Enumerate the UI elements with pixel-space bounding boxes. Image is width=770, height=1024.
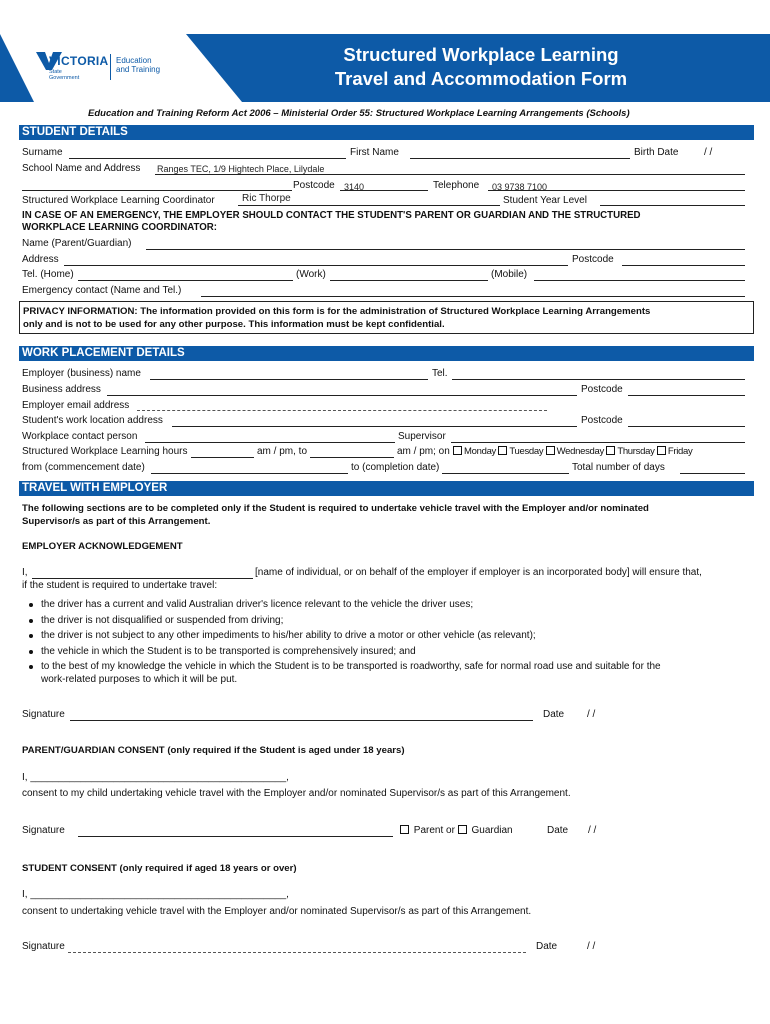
business-postcode-label: Postcode: [581, 384, 623, 395]
employer-tel-field[interactable]: [452, 379, 745, 380]
tel-work-field[interactable]: [330, 280, 488, 281]
employer-name-field[interactable]: [150, 379, 428, 380]
travel-heading: TRAVEL WITH EMPLOYER: [19, 481, 754, 496]
victoria-logo: [36, 50, 166, 90]
contact-person-label: Workplace contact person: [22, 431, 138, 442]
work-location-field[interactable]: [172, 426, 577, 427]
travel-intro-line1: The following sections are to be completed only if the Student is required to undertake vehicle travel with the Employer and/or nominated: [22, 503, 649, 514]
logo-divider: [110, 54, 111, 80]
year-level-field[interactable]: [600, 205, 745, 206]
privacy-line1: PRIVACY INFORMATION: The information provided on this form is for the administration of Structured Workplace Learning Arrangements: [23, 306, 651, 317]
emergency-notice-line2: WORKPLACE LEARNING COORDINATOR:: [22, 222, 217, 233]
student-details-heading: STUDENT DETAILS: [19, 125, 754, 140]
bullet-icon: [29, 619, 33, 623]
total-days-field[interactable]: [680, 473, 745, 474]
employer-signature-field[interactable]: [70, 720, 533, 721]
employer-email-label: Employer email address: [22, 400, 130, 411]
title-line-2: Travel and Accommodation Form: [334, 68, 628, 89]
tel-mobile-label: (Mobile): [491, 269, 528, 280]
day-label-friday: Friday: [667, 446, 693, 457]
bullet-icon: [29, 603, 33, 607]
header: [0, 0, 770, 102]
business-address-field[interactable]: [107, 395, 577, 396]
student-date-label: Date: [536, 941, 558, 952]
parent-signature-field[interactable]: [78, 836, 393, 837]
from-date-field[interactable]: [151, 473, 348, 474]
privacy-box: [19, 301, 754, 334]
student-name-line[interactable]: I, ______________________________________________,: [22, 889, 289, 900]
student-signature-field[interactable]: [68, 952, 526, 953]
employer-date-label: Date: [543, 709, 565, 720]
tel-home-label: Tel. (Home): [22, 269, 74, 280]
postcode-value: 3140: [344, 182, 365, 192]
to-date-field[interactable]: [442, 473, 569, 474]
surname-label: Surname: [22, 147, 63, 158]
day-checkbox-thursday[interactable]: [606, 446, 654, 457]
privacy-line2: only and is not to be used for any other purpose. This information must be kept confidential.: [23, 319, 445, 330]
school-value: Ranges TEC, 1/9 Hightech Place, Lilydale: [157, 164, 325, 174]
emergency-contact-label: Emergency contact (Name and Tel.): [22, 285, 182, 296]
travel-intro-line2: Supervisor/s as part of this Arrangement.: [22, 516, 211, 527]
logo-dept-line1: Education: [116, 56, 152, 65]
coordinator-value: Ric Thorpe: [242, 193, 291, 204]
coordinator-field[interactable]: [238, 205, 500, 206]
checkbox-icon[interactable]: [498, 446, 507, 455]
business-postcode-field[interactable]: [628, 395, 745, 396]
parent-address-field[interactable]: [64, 265, 568, 266]
parent-name-line[interactable]: I, ______________________________________________,: [22, 772, 289, 783]
student-consent-text: consent to undertaking vehicle travel with the Employer and/or nominated Supervisor/s as part of this Arrangement.: [22, 906, 532, 917]
ack-i-label: I,: [22, 567, 28, 578]
hours-to-field[interactable]: [310, 457, 394, 458]
checkbox-icon[interactable]: [657, 446, 666, 455]
ack-bullet-1: the driver has a current and valid Australian driver's licence relevant to the vehicle the driver uses;: [41, 599, 474, 610]
parent-consent-text: consent to my child undertaking vehicle travel with the Employer and/or nominated Supervisor/s as part of this Arrangement.: [22, 788, 571, 799]
employer-tel-label: Tel.: [432, 368, 448, 379]
logo-state-text: State: [49, 69, 62, 75]
parent-name-field[interactable]: [146, 249, 745, 250]
student-consent-heading: STUDENT CONSENT (only required if aged 18 years or over): [22, 863, 297, 874]
checkbox-icon[interactable]: [453, 446, 462, 455]
day-label-wednesday: Wednesday: [556, 446, 604, 457]
logo-government-text: Government: [49, 75, 80, 81]
parent-or-label: Parent or: [413, 825, 455, 836]
ack-bullet-2: the driver is not disqualified or suspended from driving;: [41, 615, 284, 626]
ampm-on-label: am / pm; on: [397, 446, 450, 457]
day-checkbox-monday[interactable]: [453, 446, 496, 457]
legislation-subtitle: Education and Training Reform Act 2006 – Ministerial Order 55: Structured Workplace Learning Arrangements (Schools): [88, 108, 630, 119]
first-name-label: First Name: [350, 147, 399, 158]
day-checkbox-friday[interactable]: [657, 446, 693, 457]
employer-email-field[interactable]: [137, 410, 547, 411]
to-date-label: to (completion date): [351, 462, 440, 473]
supervisor-label: Supervisor: [398, 431, 446, 442]
total-days-label: Total number of days: [572, 462, 665, 473]
days-checkboxes: [453, 446, 692, 458]
birth-date-field[interactable]: / /: [704, 147, 713, 158]
surname-field[interactable]: [69, 158, 346, 159]
title-line-1: Structured Workplace Learning: [343, 44, 619, 65]
bullet-icon: [29, 665, 33, 669]
employer-signature-label: Signature: [22, 709, 65, 720]
ack-name-field[interactable]: [32, 578, 253, 579]
ack-bullet-5: to the best of my knowledge the vehicle in which the Student is to be transported is roadworthy, safe for normal road use and suitable for the: [41, 661, 661, 672]
business-address-label: Business address: [22, 384, 101, 395]
tel-mobile-field[interactable]: [534, 280, 745, 281]
employer-name-label: Employer (business) name: [22, 368, 141, 379]
supervisor-field[interactable]: [451, 442, 745, 443]
parent-postcode-field[interactable]: [622, 265, 745, 266]
work-location-label: Student's work location address: [22, 415, 163, 426]
logo-victoria-text: VICTORIA: [49, 54, 109, 68]
employer-ack-heading: EMPLOYER ACKNOWLEDGEMENT: [22, 541, 183, 552]
from-date-label: from (commencement date): [22, 462, 145, 473]
guardian-label: Guardian: [471, 825, 513, 836]
ack-statement: [name of individual, or on behalf of the employer if employer is an incorporated body] will ensure that,: [255, 567, 702, 578]
parent-date-label: Date: [547, 825, 569, 836]
checkbox-icon[interactable]: [400, 825, 409, 834]
address-label: Address: [22, 254, 59, 265]
school-field[interactable]: [155, 174, 745, 175]
day-label-thursday: Thursday: [617, 446, 655, 457]
bullet-icon: [29, 634, 33, 638]
coordinator-label: Structured Workplace Learning Coordinator: [22, 195, 215, 206]
ack-bullet-3: the driver is not subject to any other impediments to his/her ability to drive a motor or other vehicle (as relevant);: [41, 630, 536, 641]
parent-consent-heading: PARENT/GUARDIAN CONSENT (only required if the Student is aged under 18 years): [22, 745, 405, 756]
employer-date-field[interactable]: / /: [587, 709, 596, 720]
school-label: School Name and Address: [22, 163, 141, 174]
checkbox-icon[interactable]: [606, 446, 615, 455]
hours-from-field[interactable]: [191, 457, 254, 458]
parent-signature-label: Signature: [22, 825, 65, 836]
ack-bullet-4: the vehicle in which the Student is to be transported is comprehensively insured; and: [41, 646, 416, 657]
contact-person-field[interactable]: [145, 442, 395, 443]
telephone-label: Telephone: [433, 180, 480, 191]
logo-dept-line2: and Training: [116, 65, 161, 74]
guardian-checkbox[interactable]: [458, 825, 513, 836]
work-placement-heading: WORK PLACEMENT DETAILS: [19, 346, 754, 361]
checkbox-icon[interactable]: [458, 825, 467, 834]
ack-line2: if the student is required to undertake travel:: [22, 580, 218, 591]
day-label-tuesday: Tuesday: [509, 446, 544, 457]
postcode-label: Postcode: [293, 180, 335, 191]
day-checkbox-tuesday[interactable]: [498, 446, 543, 457]
page-title: [296, 43, 666, 91]
tel-home-field[interactable]: [78, 280, 293, 281]
work-location-postcode-field[interactable]: [628, 426, 745, 427]
student-signature-label: Signature: [22, 941, 65, 952]
checkbox-icon[interactable]: [546, 446, 555, 455]
year-level-label: Student Year Level: [503, 195, 587, 206]
hours-label: Structured Workplace Learning hours: [22, 446, 188, 457]
bullet-icon: [29, 650, 33, 654]
parent-checkbox[interactable]: [400, 825, 455, 836]
ampm-to-label: am / pm, to: [257, 446, 308, 457]
parent-name-label: Name (Parent/Guardian): [22, 238, 132, 249]
parent-guardian-options: [400, 825, 513, 837]
parent-date-field[interactable]: / /: [588, 825, 597, 836]
emergency-contact-field[interactable]: [201, 296, 745, 297]
birth-date-label: Birth Date: [634, 147, 679, 158]
parent-postcode-label: Postcode: [572, 254, 614, 265]
first-name-field[interactable]: [410, 158, 630, 159]
student-date-field[interactable]: / /: [587, 941, 596, 952]
ack-bullet-5-cont: work-related purposes to which it will be put.: [41, 674, 238, 685]
day-label-monday: Monday: [464, 446, 496, 457]
telephone-value: 03 9738 7100: [492, 182, 548, 192]
emergency-notice-line1: IN CASE OF AN EMERGENCY, THE EMPLOYER SHOULD CONTACT THE STUDENT'S PARENT OR GUARDIAN AND THE STRUCTURED: [22, 210, 641, 221]
school-address-line2[interactable]: [22, 190, 292, 191]
work-location-postcode-label: Postcode: [581, 415, 623, 426]
day-checkbox-wednesday[interactable]: [546, 446, 604, 457]
tel-work-label: (Work): [296, 269, 326, 280]
